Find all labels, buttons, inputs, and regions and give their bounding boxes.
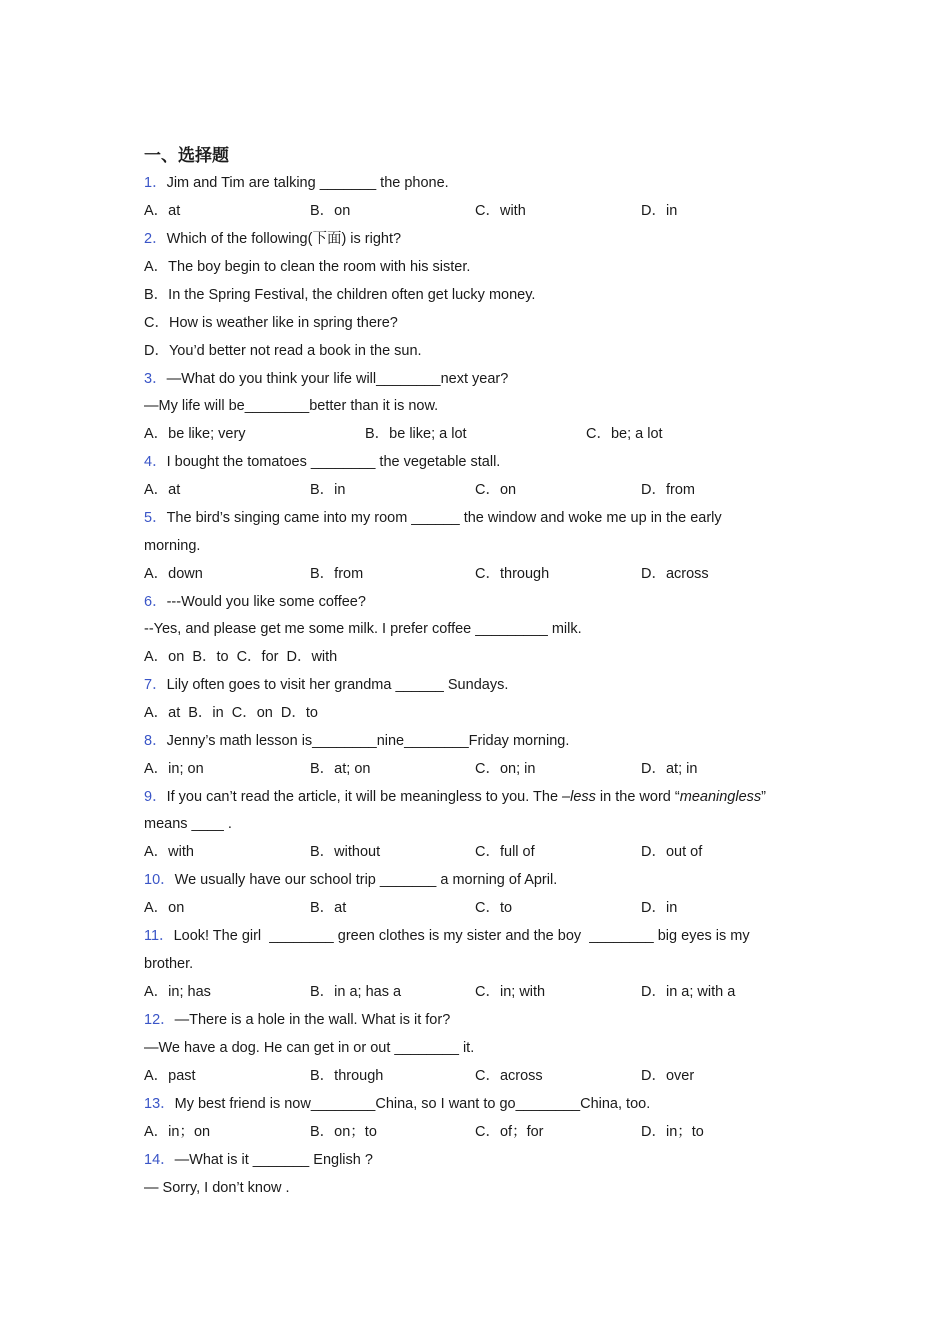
question-number: 13． <box>144 1096 175 1112</box>
option-c[interactable]: C．be; a lot <box>586 426 663 442</box>
question-4 <box>144 448 816 476</box>
question-number: 12． <box>144 1012 175 1028</box>
option-d[interactable]: D．from <box>641 482 695 498</box>
option-b[interactable]: B．be like; a lot <box>365 426 467 442</box>
question-text: I bought the tomatoes ________ the vegetable stall. <box>166 454 501 470</box>
question-number: 10． <box>144 872 175 888</box>
question-text-italic: meaningless <box>679 789 762 805</box>
section-title: 一、选择题 <box>144 146 229 166</box>
question-11 <box>144 922 816 950</box>
option-a[interactable]: A．at <box>144 482 181 498</box>
question-text: Which of the following(下面) is right? <box>166 231 402 247</box>
option-d[interactable]: D．out of <box>641 844 703 860</box>
option-a[interactable]: A．be like; very <box>144 426 246 442</box>
option-c[interactable]: C．with <box>475 203 526 219</box>
option-b[interactable]: B．in a; has a <box>310 984 402 1000</box>
question-text-line-2: — Sorry, I don’t know . <box>144 1180 290 1196</box>
question-text: ---Would you like some coffee? <box>166 594 366 610</box>
question-7 <box>144 671 816 699</box>
question-text-italic: –less <box>562 789 596 805</box>
question-text: ” <box>761 789 766 805</box>
options-row <box>144 1118 816 1146</box>
option-d[interactable]: D．to <box>280 705 318 721</box>
options-row <box>144 1062 816 1090</box>
question-text-line-2: —We have a dog. He can get in or out ________ it. <box>144 1040 475 1056</box>
question-text: The bird’s singing came into my room ______ the window and woke me up in the early <box>166 510 722 526</box>
option-c[interactable]: C．on; in <box>475 761 536 777</box>
option-c[interactable]: C．through <box>475 566 550 582</box>
options-row <box>144 560 816 588</box>
option-d[interactable]: D．at; in <box>641 761 698 777</box>
question-text-line-2: brother. <box>144 956 194 972</box>
option-d[interactable]: D．over <box>641 1068 695 1084</box>
option-a[interactable]: A．past <box>144 1068 196 1084</box>
option-d[interactable]: D．across <box>641 566 709 582</box>
question-number: 14． <box>144 1152 175 1168</box>
question-text: Jim and Tim are talking _______ the phone. <box>166 175 449 191</box>
option-c[interactable]: C．across <box>475 1068 543 1084</box>
question-5 <box>144 504 816 532</box>
options-row <box>144 894 816 922</box>
option-c[interactable]: C．for <box>236 649 279 665</box>
question-text: Lily often goes to visit her grandma ______ Sundays. <box>166 677 509 693</box>
question-1 <box>144 169 816 197</box>
option-b[interactable]: B．at; on <box>310 761 371 777</box>
document-page <box>144 144 816 1202</box>
option-c[interactable]: C．to <box>475 900 513 916</box>
option-c[interactable]: C．full of <box>475 844 535 860</box>
question-number: 8． <box>144 733 167 749</box>
options-row <box>144 476 816 504</box>
question-number: 6． <box>144 594 167 610</box>
options-row <box>144 420 816 448</box>
question-text: in the word “ <box>595 789 680 805</box>
option-d[interactable]: D．You’d better not read a book in the sun. <box>144 343 422 359</box>
question-number: 9． <box>144 789 167 805</box>
option-a[interactable]: A．in; on <box>144 761 204 777</box>
question-text: —What do you think your life will________next year? <box>166 371 509 387</box>
question-text-line-2: —My life will be________better than it is now. <box>144 398 439 414</box>
options-row <box>144 197 816 225</box>
option-d[interactable]: D．in <box>641 203 678 219</box>
option-a[interactable]: A．with <box>144 844 194 860</box>
question-14 <box>144 1146 816 1174</box>
option-b[interactable]: B．without <box>310 844 381 860</box>
question-6 <box>144 588 816 616</box>
option-a[interactable]: A．on <box>144 900 185 916</box>
question-10 <box>144 866 816 894</box>
question-2 <box>144 225 816 253</box>
option-b[interactable]: B．in <box>188 705 224 721</box>
question-9 <box>144 783 816 811</box>
question-text: We usually have our school trip _______ a morning of April. <box>174 872 558 888</box>
option-c[interactable]: C．How is weather like in spring there? <box>144 315 398 331</box>
question-text-line-2: --Yes, and please get me some milk. I prefer coffee _________ milk. <box>144 621 582 637</box>
question-number: 5． <box>144 510 167 526</box>
question-3 <box>144 365 816 393</box>
question-text: If you can’t read the article, it will be meaningless to you. The <box>166 789 563 805</box>
option-d[interactable]: D．in；to <box>641 1124 704 1140</box>
option-b[interactable]: B．through <box>310 1068 384 1084</box>
option-d[interactable]: D．in a; with a <box>641 984 736 1000</box>
options-row <box>144 838 816 866</box>
options-row <box>144 978 816 1006</box>
options-row <box>144 643 816 671</box>
option-a[interactable]: A．at <box>144 203 181 219</box>
question-text: Look! The girl ________ green clothes is my sister and the boy ________ big eyes is my <box>173 928 750 944</box>
question-text-line-2: morning. <box>144 538 201 554</box>
question-text: —What is it _______ English ? <box>174 1152 373 1168</box>
options-row <box>144 699 816 727</box>
question-number: 3． <box>144 371 167 387</box>
option-a[interactable]: A．down <box>144 566 203 582</box>
option-b[interactable]: B．In the Spring Festival, the children often get lucky money. <box>144 287 536 303</box>
option-b[interactable]: B．to <box>192 649 229 665</box>
option-c[interactable]: C．of；for <box>475 1124 544 1140</box>
option-b[interactable]: B．at <box>310 900 347 916</box>
option-b[interactable]: B．in <box>310 482 346 498</box>
option-a[interactable]: A．in; has <box>144 984 211 1000</box>
question-8 <box>144 727 816 755</box>
option-c[interactable]: C．in; with <box>475 984 546 1000</box>
option-d[interactable]: D．with <box>286 649 338 665</box>
question-number: 7． <box>144 677 167 693</box>
option-a[interactable]: A．The boy begin to clean the room with his sister. <box>144 259 471 275</box>
question-text: Jenny’s math lesson is________nine________Friday morning. <box>166 733 570 749</box>
question-12 <box>144 1006 816 1034</box>
question-number: 1． <box>144 175 167 191</box>
question-number: 11． <box>144 928 174 944</box>
question-13 <box>144 1090 816 1118</box>
option-a[interactable]: A．at <box>144 705 181 721</box>
question-text-line-2: means ____ . <box>144 816 232 832</box>
option-a[interactable]: A．in；on <box>144 1124 211 1140</box>
option-b[interactable]: B．from <box>310 566 364 582</box>
options-row <box>144 755 816 783</box>
option-a[interactable]: A．on <box>144 649 185 665</box>
option-b[interactable]: B．on <box>310 203 351 219</box>
question-text: —There is a hole in the wall. What is it for? <box>174 1012 451 1028</box>
option-c[interactable]: C．on <box>475 482 517 498</box>
option-b[interactable]: B．on；to <box>310 1124 377 1140</box>
option-c[interactable]: C．on <box>231 705 273 721</box>
question-number: 4． <box>144 454 167 470</box>
question-number: 2． <box>144 231 167 247</box>
question-text: My best friend is now________China, so I want to go________China, too. <box>174 1096 651 1112</box>
option-d[interactable]: D．in <box>641 900 678 916</box>
